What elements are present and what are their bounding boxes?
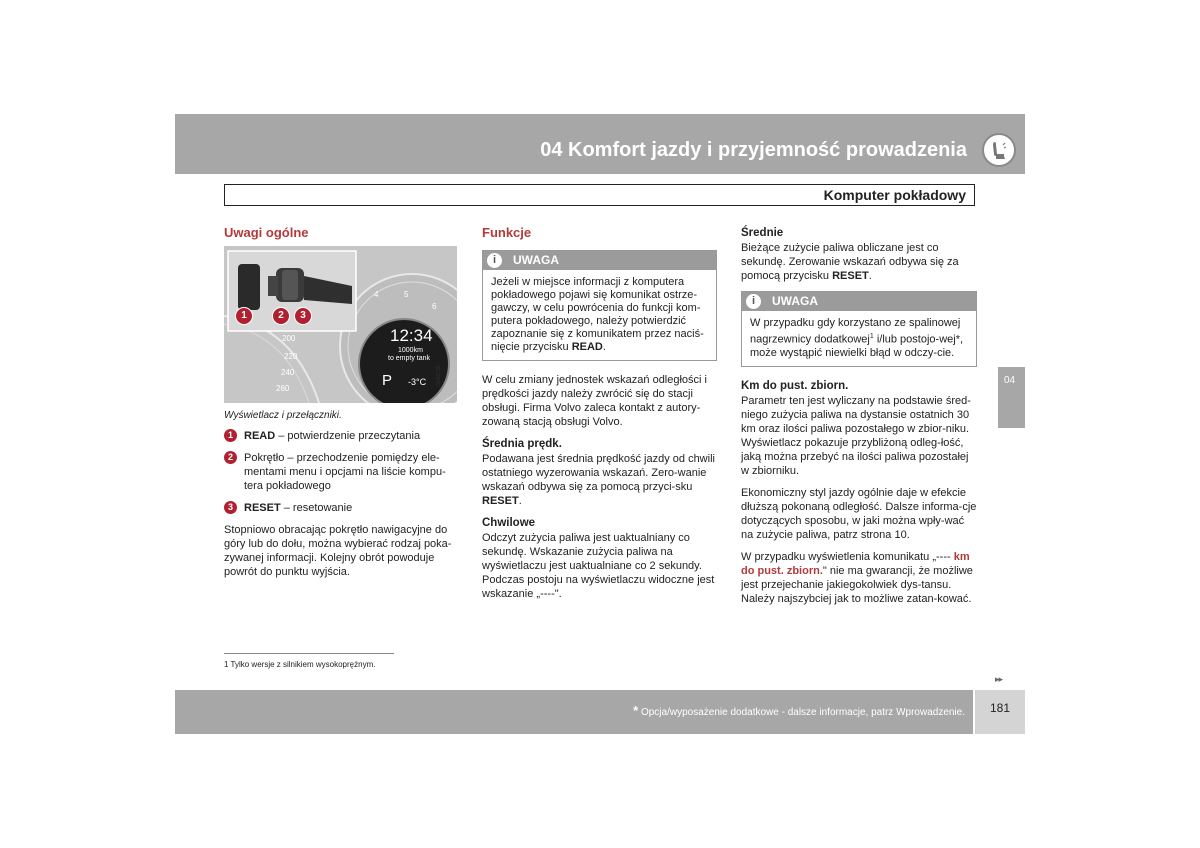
- info-icon: i: [487, 253, 502, 268]
- legend-bold: READ: [244, 430, 276, 442]
- info-icon: i: [746, 294, 761, 309]
- footnote-divider: [224, 653, 394, 654]
- heading-average-speed: Średnia prędk.: [482, 438, 562, 450]
- legend-item-reset: [224, 501, 458, 515]
- note-header: [483, 251, 716, 270]
- units-paragraph: W celu zmiany jednostek wskazań odległości i prędkości jazdy należy zwrócić się do stacji obsługi. Firma Volvo zaleca kontakt z autory-zowaną stacją obsługi Volvo.: [482, 374, 707, 428]
- average-speed-text: Podawana jest średnia prędkość jazdy od chwili ostatniego wyzerowania wskazań. Zero-wanie wskazań odbywa się za pomocą przyci-sku: [482, 453, 715, 493]
- column-2: [482, 226, 717, 609]
- average-speed-paragraph: Podawana jest średnia prędkość jazdy od chwili ostatniego wyzerowania wskazań. Zero-wanie wskazań odbywa się za pomocą przyci-sku RESET.: [482, 453, 715, 507]
- warning-text-a: W przypadku wyświetlenia komunikatu „----: [741, 550, 951, 563]
- chapter-title: 04 Komfort jazdy i przyjemność prowadzenia: [540, 139, 967, 161]
- legend-text: – resetowanie: [280, 502, 353, 514]
- footnote: 1 Tylko wersje z silnikiem wysokoprężnym.: [224, 660, 376, 669]
- eco-paragraph: Ekonomiczny styl jazdy ogólnie daje w efekcie dłuższą pokonaną odległość. Dalsze informa-cje dotyczących sposobu, w jaki można wpły-wać na zużycie paliwa, patrz strona 10.: [741, 486, 977, 541]
- continue-arrows-icon: ▸▸: [995, 674, 1003, 684]
- footer-bar: [175, 690, 973, 734]
- legend-item-read: [224, 429, 458, 443]
- section-header-box: [224, 184, 975, 206]
- legend-bold: RESET: [244, 502, 281, 514]
- average-speed-bold: RESET: [482, 495, 519, 507]
- note-body: [483, 270, 716, 360]
- speed-mark-220: 220: [284, 352, 298, 361]
- legend-number: 2: [224, 451, 237, 464]
- legend-item-knob: [224, 451, 458, 493]
- legend-text: Pokrętło – przechodzenie pomiędzy ele-mentami menu i opcjami na liście kompu-tera pokładowego: [244, 452, 446, 492]
- page-number: 181: [989, 701, 1011, 715]
- footnote-ref: 1: [869, 333, 874, 340]
- note-end: .: [602, 341, 606, 353]
- callout-3: 3: [294, 307, 312, 325]
- note-header: [742, 292, 976, 311]
- heading-range: Km do pust. zbiorn.: [741, 379, 849, 392]
- figure-code: G020736: [436, 365, 442, 386]
- heading-average: Średnie: [741, 227, 784, 239]
- average-text: Bieżące zużycie paliwa obliczane jest co sekundę. Zerowanie wskazań odbywa się za pomocą przycisku: [741, 242, 959, 282]
- column-1-body: [224, 409, 458, 587]
- note-box-average: [741, 291, 977, 367]
- average-paragraph: Bieżące zużycie paliwa obliczane jest co sekundę. Zerowanie wskazań odbywa się za pomocą przycisku RESET.: [741, 242, 959, 282]
- average-bold: RESET: [832, 270, 869, 282]
- note-bold: READ: [571, 341, 603, 353]
- column-3: [741, 226, 977, 614]
- footer-text: Opcja/wyposażenie dodatkowe - dalsze informacje, patrz Wprowadzenie.: [638, 707, 965, 718]
- note-box-functions: [482, 250, 717, 361]
- footer-note: [633, 703, 965, 718]
- note-text-end: i/lub postojo-wej*, może wystąpić niewielki błąd w odczy-cie.: [750, 333, 964, 359]
- section-title: Komputer pokładowy: [823, 187, 966, 203]
- seat-icon: [982, 133, 1016, 167]
- warning-red-term: km do pust. zbiorn.: [741, 550, 970, 577]
- chapter-header-bar: [175, 114, 1025, 174]
- warning-paragraph: [741, 550, 977, 606]
- legend-number: 3: [224, 501, 237, 514]
- outside-temp: -3°C: [408, 377, 427, 387]
- range-text: to empty tank: [388, 355, 431, 362]
- speed-mark-260: 260: [276, 384, 290, 393]
- rpm-mark-5: 5: [404, 290, 409, 299]
- speed-mark-240: 240: [281, 368, 295, 377]
- display-switches-figure: [224, 246, 457, 403]
- legend-number: 1: [224, 429, 237, 442]
- chapter-side-tab-label: 04: [1004, 375, 1016, 386]
- range-value: 1000km: [398, 347, 423, 354]
- note-text: W przypadku gdy korzystano ze spalinowej nagrzewnicy dodatkowej: [750, 317, 961, 346]
- note-text: Jeżeli w miejsce informacji z komputera pokładowego pojawi się komunikat ostrze-gawczy, w celu powrócenia do funkcji kom-putera pokładowego, należy potwierdzić zapoznanie się z komunikatem przez naciś-nięcie przycisku: [491, 276, 704, 353]
- heading-functions: Funkcje: [482, 225, 532, 240]
- callout-2: 2: [272, 307, 290, 325]
- warning-text-b: " nie ma gwarancji, że możliwe jest przejechanie jakiegokolwiek dys-tansu. Należy najszybciej jak to możliwe zatan-kować.: [741, 564, 973, 605]
- legend-text: – potwierdzenie przeczytania: [275, 430, 421, 442]
- speed-mark-200: 200: [282, 334, 296, 343]
- note-body: [742, 311, 976, 366]
- chapter-side-tab: [998, 367, 1025, 428]
- knob-paragraph: Stopniowo obracając pokrętło nawigacyjne do góry lub do dołu, można wybierać rodzaj poka-zywanej informacji. Kolejny obrót powoduje powrót do punktu wyjścia.: [224, 524, 452, 578]
- clock-readout: 12:34: [390, 326, 433, 345]
- note-label: UWAGA: [772, 294, 818, 308]
- footer-star: *: [633, 703, 639, 718]
- instant-paragraph: Odczyt zużycia paliwa jest uaktualniany co sekundę. Wskazanie zużycia paliwa na wyświetlaczu jest uaktualniane co 2 sekundy. Podczas postoju na wyświetlaczu widoczne jest wskazanie „----".: [482, 532, 715, 600]
- gear-indicator: P: [382, 372, 393, 389]
- heading-general-notes: Uwagi ogólne: [224, 225, 309, 240]
- rpm-mark-6: 6: [432, 302, 437, 311]
- note-label: UWAGA: [513, 253, 559, 267]
- heading-instant: Chwilowe: [482, 517, 536, 529]
- page-number-box: [975, 690, 1025, 734]
- range-paragraph: Parametr ten jest wyliczany na podstawie śred-niego zużycia paliwa na dystansie ostatnich 30 km oraz ilości paliwa pozostałego w zbior-niku. Wyświetlacz pokazuje przybliżoną odleg-łość, jaką można przebyć na ilości paliwa pozostałej w zbiorniku.: [741, 394, 971, 477]
- callout-1: 1: [235, 307, 253, 325]
- rpm-mark-4: 4: [374, 290, 379, 299]
- figure-caption: Wyświetlacz i przełączniki.: [224, 410, 342, 421]
